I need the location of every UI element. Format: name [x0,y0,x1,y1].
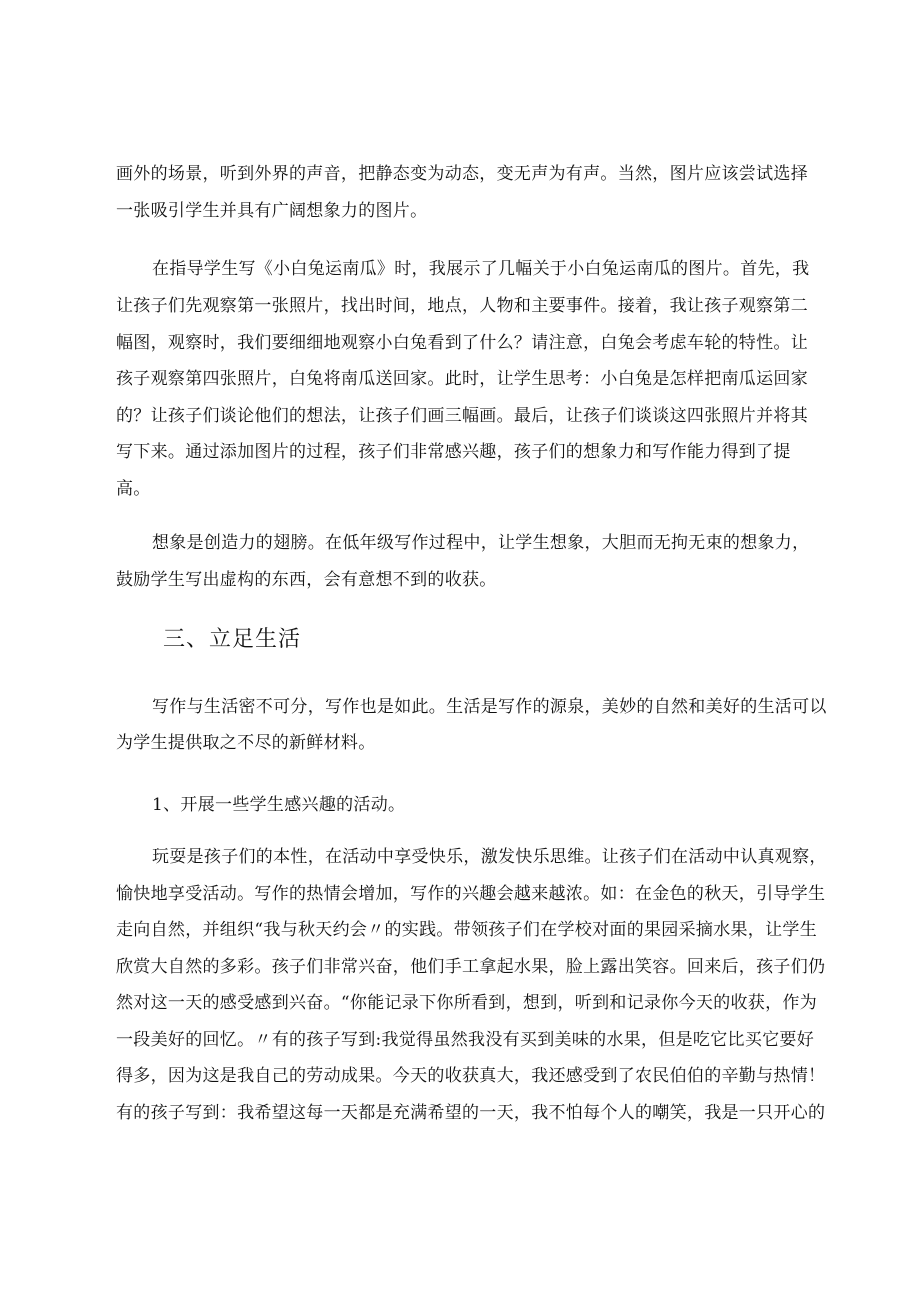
paragraph-2-line-5: 的？让孩子们谈论他们的想法，让孩子们画三幅画。最后，让孩子们谈谈这四张照片并将其 [116,406,808,426]
paragraph-5-line-8: 有的孩子写到：我希望这每一天都是充满希望的一天，我不怕每个人的嘲笑，我是一只开心的 [116,1103,826,1123]
paragraph-5-line-4: 欣赏大自然的多彩。孩子们非常兴奋，他们手工拿起水果，脸上露出笑容。回来后，孩子们仍 [116,957,826,977]
paragraph-5-line-5: 然对这一天的感受感到兴奋。“你能记录下你所看到，想到，听到和记录你今天的收获，作为 [116,993,817,1013]
paragraph-5-line-2: 愉快地享受活动。写作的热情会增加，写作的兴趣会越来越浓。如：在金色的秋天，引导学生 [116,884,826,904]
paragraph-5-line-1: 玩耍是孩子们的本性，在活动中享受快乐，激发快乐思维。让孩子们在活动中认真观察， [152,847,827,867]
subsection-item: 1、开展一些学生感兴趣的活动。 [152,795,406,815]
paragraph-4-line-1: 写作与生活密不可分，写作也是如此。生活是写作的源泉，美妙的自然和美好的生活可以 [152,697,827,717]
paragraph-5-line-6: 一段美好的回忆。〃有的孩子写到:我觉得虽然我没有买到美味的水果，但是吃它比买它要好 [116,1030,815,1050]
paragraph-2-line-2: 让孩子们先观察第一张照片，找出时间，地点，人物和主要事件。接着，我让孩子观察第二 [116,296,808,316]
paragraph-3-line-2: 鼓励学生写出虚构的东西，会有意想不到的收获。 [116,570,497,590]
paragraph-2-line-4: 孩子观察第四张照片，白兔将南瓜送回家。此时，让学生思考：小白兔是怎样把南瓜运回家 [116,369,808,389]
section-heading: 三、立足生活 [163,627,302,652]
paragraph-5-line-3: 走向自然，并组织“我与秋天约会〃的实践。带领孩子们在学校对面的果园采摘水果，让学生 [116,920,817,940]
paragraph-1-line-2: 一张吸引学生并具有广阔想象力的图片。 [116,201,428,221]
paragraph-2-line-1: 在指导学生写《小白兔运南瓜》时，我展示了几幅关于小白兔运南瓜的图片。首先，我 [152,259,810,279]
paragraph-3-line-1: 想象是创造力的翅膀。在低年级写作过程中，让学生想象，大胆而无拘无束的想象力， [152,533,810,553]
paragraph-4-line-2: 为学生提供取之不尽的新鲜材料。 [116,733,376,753]
paragraph-1-line-1: 画外的场景，听到外界的声音，把静态变为动态，变无声为有声。当然，图片应该尝试选择 [116,164,808,184]
paragraph-5-line-7: 得多，因为这是我自己的劳动成果。今天的收获真大，我还感受到了农民伯伯的辛勤与热情！ [116,1066,826,1086]
paragraph-2-line-6: 写下来。通过添加图片的过程，孩子们非常感兴趣，孩子们的想象力和写作能力得到了提 [116,442,791,462]
paragraph-2-line-3: 幅图，观察时，我们要细细地观察小白兔看到了什么？请注意，白兔会考虑车轮的特性。让 [116,333,808,353]
paragraph-2-line-7: 高。 [116,479,151,499]
